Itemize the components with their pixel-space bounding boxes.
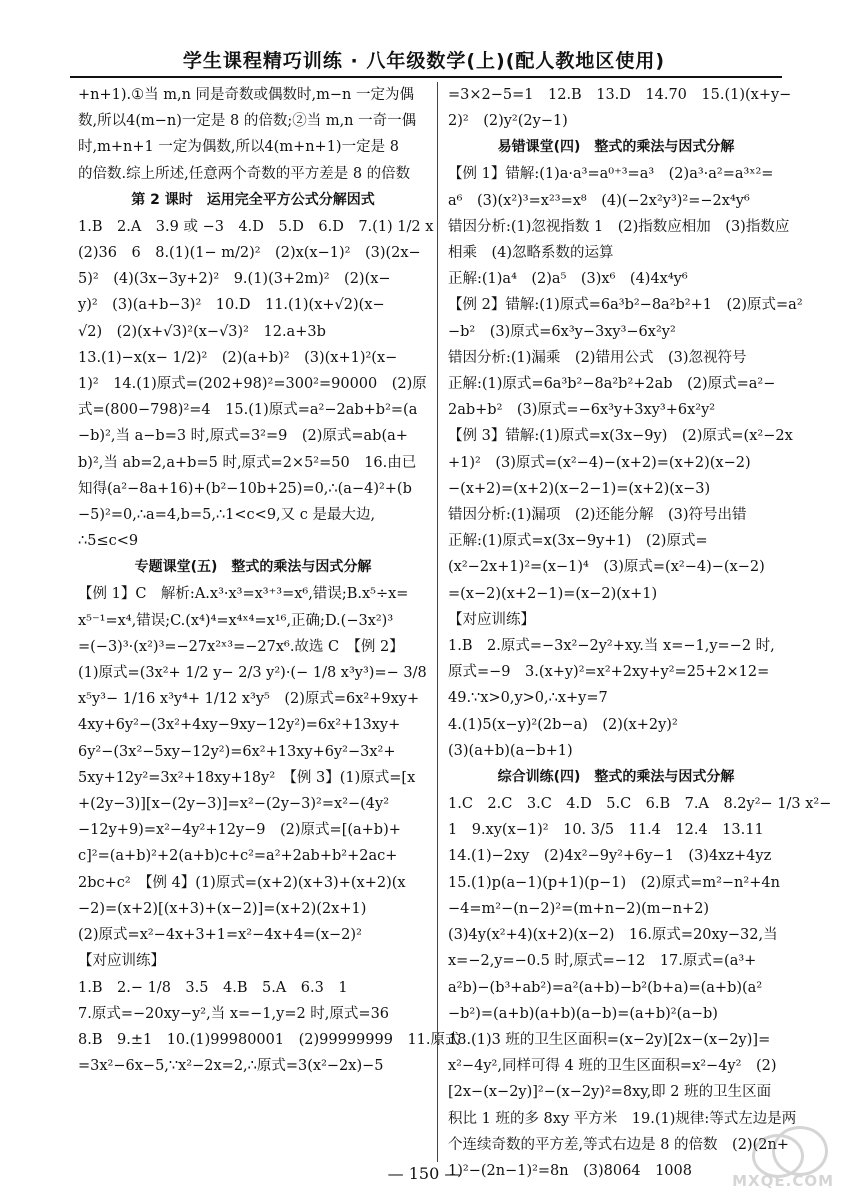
text-line: 个连续奇数的平方差,等式右边是 8 的倍数 (2)(2n+ [448, 1136, 789, 1153]
watermark-logo [726, 1126, 834, 1190]
text-line: 49.∵x>0,y>0,∴x+y=7 [448, 690, 608, 707]
text-line: x=−2,y=−0.5 时,原式=−12 17.原式=(a³+ [448, 953, 757, 970]
text-line: (x²−2x+1)²=(x−1)⁴ (3)原式=(x²−4)−(x−2) [448, 559, 765, 576]
text-line: 14.(1)−2xy (2)4x²−9y²+6y−1 (3)4xz+4yz [448, 848, 772, 865]
text-line: =3x²−6x−5,∵x²−2x=2,∴原式=3(x²−2x)−5 [78, 1058, 384, 1075]
text-line: 18.(1)3 班的卫生区面积=(x−2y)[2x−(x−2y)]= [448, 1031, 771, 1048]
text-line: 7.原式=−20xy−y²,当 x=−1,y=2 时,原式=36 [78, 1005, 390, 1022]
text-line: 正解:(1)原式=6a³b²−8a²b²+2ab (2)原式=a²− [448, 376, 776, 393]
watermark-text: MXQE.COM [732, 1172, 834, 1190]
column-divider [437, 82, 438, 1162]
text-line: x²−4y²,同样可得 4 班的卫生区面积=x²−4y² (2) [448, 1058, 777, 1075]
text-line: (3)4y(x²+4)(x+2)(x−2) 16.原式=20xy−32,当 [448, 927, 778, 944]
text-line: b)²,当 ab=2,a+b=5 时,原式=2×5²=50 16.由已 [78, 454, 417, 471]
text-line: −b²)=(a+b)(a+b)(a−b)=(a+b)²(a−b) [448, 1005, 718, 1022]
text-line: 知得(a²−8a+16)+(b²−10b+25)=0,∴(a−4)²+(b [78, 480, 412, 497]
text-line: (2)原式=x²−4x+3+1=x²−4x+4=(x−2)² [78, 927, 362, 944]
text-line: 1.C 2.C 3.C 4.D 5.C 6.B 7.A 8.2y²− 1/3 x²− [448, 796, 832, 813]
text-line: 1 9.xy(x−1)² 10. 3/5 11.4 12.4 13.11 [448, 822, 764, 839]
page-header: 学生课程精巧训练 · 八年级数学(上)(配人教地区使用) [182, 50, 666, 72]
text-line: a²b)−(b³+ab²)=a²(a+b)−b²(b+a)=(a+b)(a² [448, 979, 763, 996]
section-heading: 专题课堂(五) 整式的乘法与因式分解 [134, 559, 372, 576]
text-line: 错因分析:(1)漏乘 (2)错用公式 (3)忽视符号 [448, 349, 747, 366]
text-line: x⁵y³− 1/16 x³y⁴+ 1/12 x³y⁵ (2)原式=6x²+9xy+ [78, 691, 420, 708]
text-line: 【例 1】C 解析:A.x³·x³=x³⁺³=x⁶,错误;B.x⁵÷x= [78, 586, 409, 603]
text-line: 6y²−(3x²−5xy−12y²)=6x²+13xy+6y²−3x²+ [78, 743, 396, 760]
text-line: 【例 2】错解:(1)原式=6a³b²−8a²b²+1 (2)原式=a² [448, 297, 803, 314]
text-line: ∴5≤c<9 [78, 533, 139, 550]
text-line: −5)²=0,∴a=4,b=5,∴1<c<9,又 c 是最大边, [78, 507, 376, 524]
text-line: 式=(800−798)²=4 15.(1)原式=a²−2ab+b²=(a [78, 402, 418, 419]
text-line: 【例 1】错解:(1)a·a³=a⁰⁺³=a³ (2)a³·a²=a³ˣ²= [448, 166, 774, 183]
text-line: −4=m²−(n−2)²=(m+n−2)(m−n+2) [448, 900, 710, 917]
text-line: 1.B 2.A 3.9 或 −3 4.D 5.D 6.D 7.(1) 1/2 x [78, 218, 434, 235]
text-line: 8.B 9.±1 10.(1)99980001 (2)99999999 11.原式 [78, 1031, 460, 1048]
text-line: 1.B 2.原式=−3x²−2y²+xy.当 x=−1,y=−2 时, [448, 638, 775, 655]
section-heading: 易错课堂(四) 整式的乘法与因式分解 [497, 139, 735, 156]
text-line: 2bc+c² 【例 4】(1)原式=(x+2)(x+3)+(x+2)(x [78, 874, 406, 891]
text-line: 错因分析:(1)忽视指数 1 (2)指数应相加 (3)指数应 [448, 218, 790, 235]
text-line: 4.(1)5(x−y)²(2b−a) (2)(x+2y)² [448, 716, 678, 733]
text-line: −12y+9)=x²−4y²+12y−9 (2)原式=[(a+b)+ [78, 822, 401, 839]
text-line: 13.(1)−x(x− 1/2)² (2)(a+b)² (3)(x+1)²(x− [78, 349, 398, 366]
text-line: 1)² 14.(1)原式=(202+98)²=300²=90000 (2)原 [78, 376, 427, 393]
text-line: −2)=(x+2)[(x+3)+(x−2)]=(x+2)(2x+1) [78, 900, 367, 917]
section-heading: 第 2 课时 运用完全平方公式分解因式 [131, 191, 375, 208]
left-column [78, 82, 460, 1079]
text-line: 积比 1 班的多 8xy 平方米 19.(1)规律:等式左边是两 [448, 1110, 797, 1127]
text-line: 15.(1)p(a−1)(p+1)(p−1) (2)原式=m²−n²+4n [448, 874, 780, 891]
text-line: 【对应训练】 [78, 953, 165, 970]
page-number: — 150 — [387, 1164, 461, 1183]
text-line: 5xy+12y²=3x²+18xy+18y² 【例 3】(1)原式=[x [78, 769, 416, 786]
text-line: (1)原式=(3x²+ 1/2 y− 2/3 y²)·(− 1/8 x³y³)=− 3/8 [78, 665, 427, 682]
header-rule [70, 76, 782, 78]
text-line: 1)²−(2n−1)²=8n (3)8064 1008 [448, 1162, 692, 1179]
text-line: 2ab+b² (3)原式=−6x³y+3xy³+6x²y² [448, 402, 716, 419]
text-line: 1.B 2.− 1/8 3.5 4.B 5.A 6.3 1 [78, 979, 348, 996]
text-line: a⁶ (3)(x²)³=x²³=x⁸ (4)(−2x²y³)²=−2x⁴y⁶ [448, 192, 750, 209]
text-line: 4xy+6y²−(3x²+4xy−9xy−12y²)=6x²+13xy+ [78, 717, 401, 734]
text-line: =3×2−5=1 12.B 13.D 14.70 15.(1)(x+y− [448, 87, 792, 103]
text-line: 2)² (2)y²(2y−1) [448, 113, 568, 130]
text-line: −(x+2)=(x+2)(x−2−1)=(x+2)(x−3) [448, 480, 711, 497]
section-heading: 综合训练(四) 整式的乘法与因式分解 [497, 769, 735, 786]
text-line: [2x−(x−2y)]²−(x−2y)²=8xy,即 2 班的卫生区面 [448, 1084, 772, 1101]
text-line: −b)²,当 a−b=3 时,原式=3²=9 (2)原式=ab(a+ [78, 428, 408, 445]
text-line: =(−3)³·(x²)³=−27x²ˣ³=−27x⁶.故选 C 【例 2】 [78, 638, 404, 655]
text-line: 相乘 (4)忽略系数的运算 [448, 245, 614, 262]
text-line: 5)² (4)(3x−3y+2)² 9.(1)(3+2m)² (2)(x− [78, 271, 391, 288]
text-line: 原式=−9 3.(x+y)²=x²+2xy+y²=25+2×12= [448, 664, 770, 681]
text-line: (3)(a+b)(a−b+1) [448, 742, 573, 759]
text-line: (2)36 6 8.(1)(1− m/2)² (2)x(x−1)² (3)(2x− [78, 245, 421, 262]
text-line: −b² (3)原式=6x³y−3xy³−6x²y² [448, 323, 676, 340]
text-line: 错因分析:(1)漏项 (2)还能分解 (3)符号出错 [448, 507, 747, 524]
text-line: 正解:(1)原式=x(3x−9y+1) (2)原式= [448, 533, 708, 550]
text-line: 【例 3】错解:(1)原式=x(3x−9y) (2)原式=(x²−2x [448, 428, 793, 445]
text-line: c]²=(a+b)²+2(a+b)c+c²=a²+2ab+b²+2ac+ [78, 848, 398, 865]
text-line: y)² (3)(a+b−3)² 10.D 11.(1)(x+√2)(x− [78, 297, 385, 314]
text-line: x⁵⁻¹=x⁴,错误;C.(x⁴)⁴=x⁴ˣ⁴=x¹⁶,正确;D.(−3x²)³ [78, 612, 394, 629]
text-line: 数,所以4(m−n)一定是 8 的倍数;②当 m,n 一奇一偶 [78, 113, 417, 130]
text-line: 的倍数.综上所述,任意两个奇数的平方差是 8 的倍数 [78, 165, 411, 182]
text-line: 正解:(1)a⁴ (2)a⁵ (3)x⁶ (4)4x⁴y⁶ [448, 271, 688, 288]
text-line: =(x−2)(x+2−1)=(x−2)(x+1) [448, 585, 658, 602]
text-line: 时,m+n+1 一定为偶数,所以4(m+n+1)一定是 8 [78, 139, 399, 156]
text-line: +1)² (3)原式=(x²−4)−(x+2)=(x+2)(x−2) [448, 454, 751, 471]
text-line: +(2y−3)][x−(2y−3)]=x²−(2y−3)²=x²−(4y² [78, 796, 390, 813]
text-line: √2) (2)(x+√3)²(x−√3)² 12.a+3b [78, 323, 326, 340]
text-line: 【对应训练】 [448, 611, 535, 628]
text-line: +n+1).①当 m,n 同是奇数或偶数时,m−n 一定为偶 [78, 87, 414, 103]
